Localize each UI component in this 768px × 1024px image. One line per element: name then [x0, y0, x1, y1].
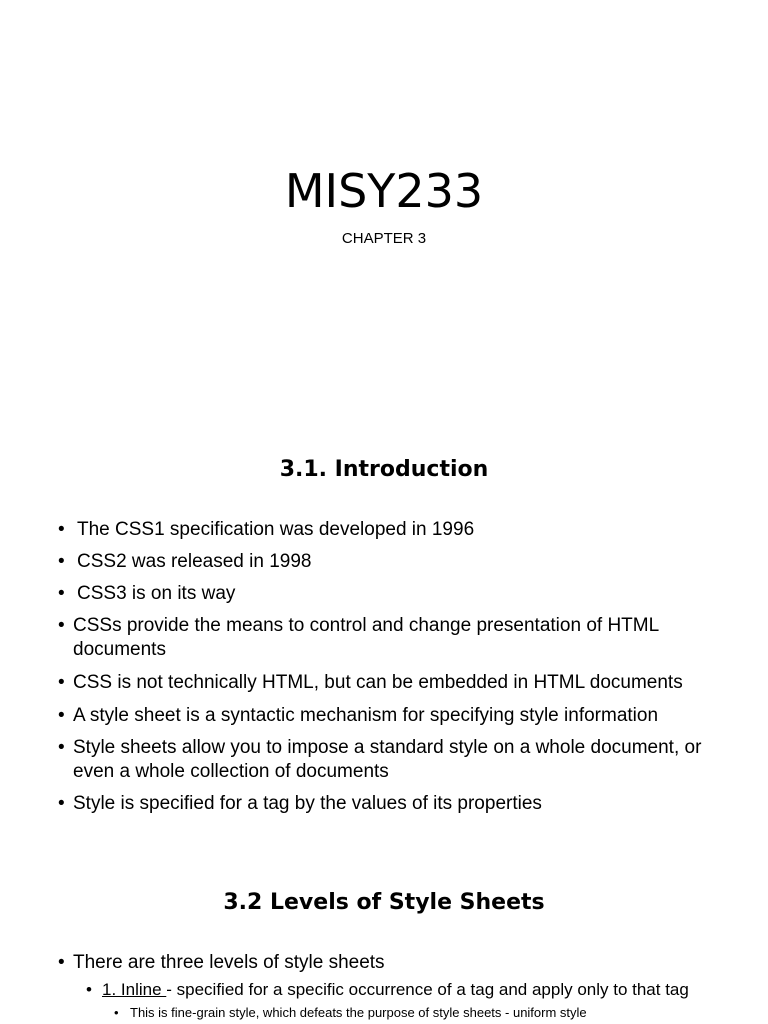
section-heading-levels: 3.2 Levels of Style Sheets	[223, 890, 545, 915]
slide-title: MISY233	[284, 164, 484, 218]
list-item: • Style sheets allow you to impose a standard style on a whole document, or even a whole collection of documents	[58, 736, 738, 784]
list-item: • CSS3 is on its way	[58, 582, 738, 606]
levels-sub-list	[86, 979, 746, 1001]
list-item: • A style sheet is a syntactic mechanism for specifying style information	[58, 704, 738, 728]
list-item: • CSSs provide the means to control and change presentation of HTML documents	[58, 614, 738, 662]
levels-bullet-list	[58, 951, 738, 975]
inline-level-label: 1. Inline	[102, 980, 167, 999]
list-item: • There are three levels of style sheets	[58, 951, 738, 975]
introduction-bullet-list	[58, 518, 738, 816]
section-heading-introduction: 3.1. Introduction	[279, 457, 489, 482]
sub-sub-list-item: • This is fine-grain style, which defeats the purpose of style sheets - uniform style	[114, 1004, 768, 1022]
list-item: • CSS is not technically HTML, but can be embedded in HTML documents	[58, 671, 738, 695]
list-item: • Style is specified for a tag by the values of its properties	[58, 792, 738, 816]
levels-sub-sub-list	[114, 1004, 768, 1022]
slide-subtitle: CHAPTER 3	[341, 230, 427, 247]
sub-list-item	[86, 979, 746, 1001]
list-item: • CSS2 was released in 1998	[58, 550, 738, 574]
list-item: • The CSS1 specification was developed in 1996	[58, 518, 738, 542]
inline-level-description: - specified for a specific occurrence of a tag and apply only to that tag	[166, 980, 689, 999]
